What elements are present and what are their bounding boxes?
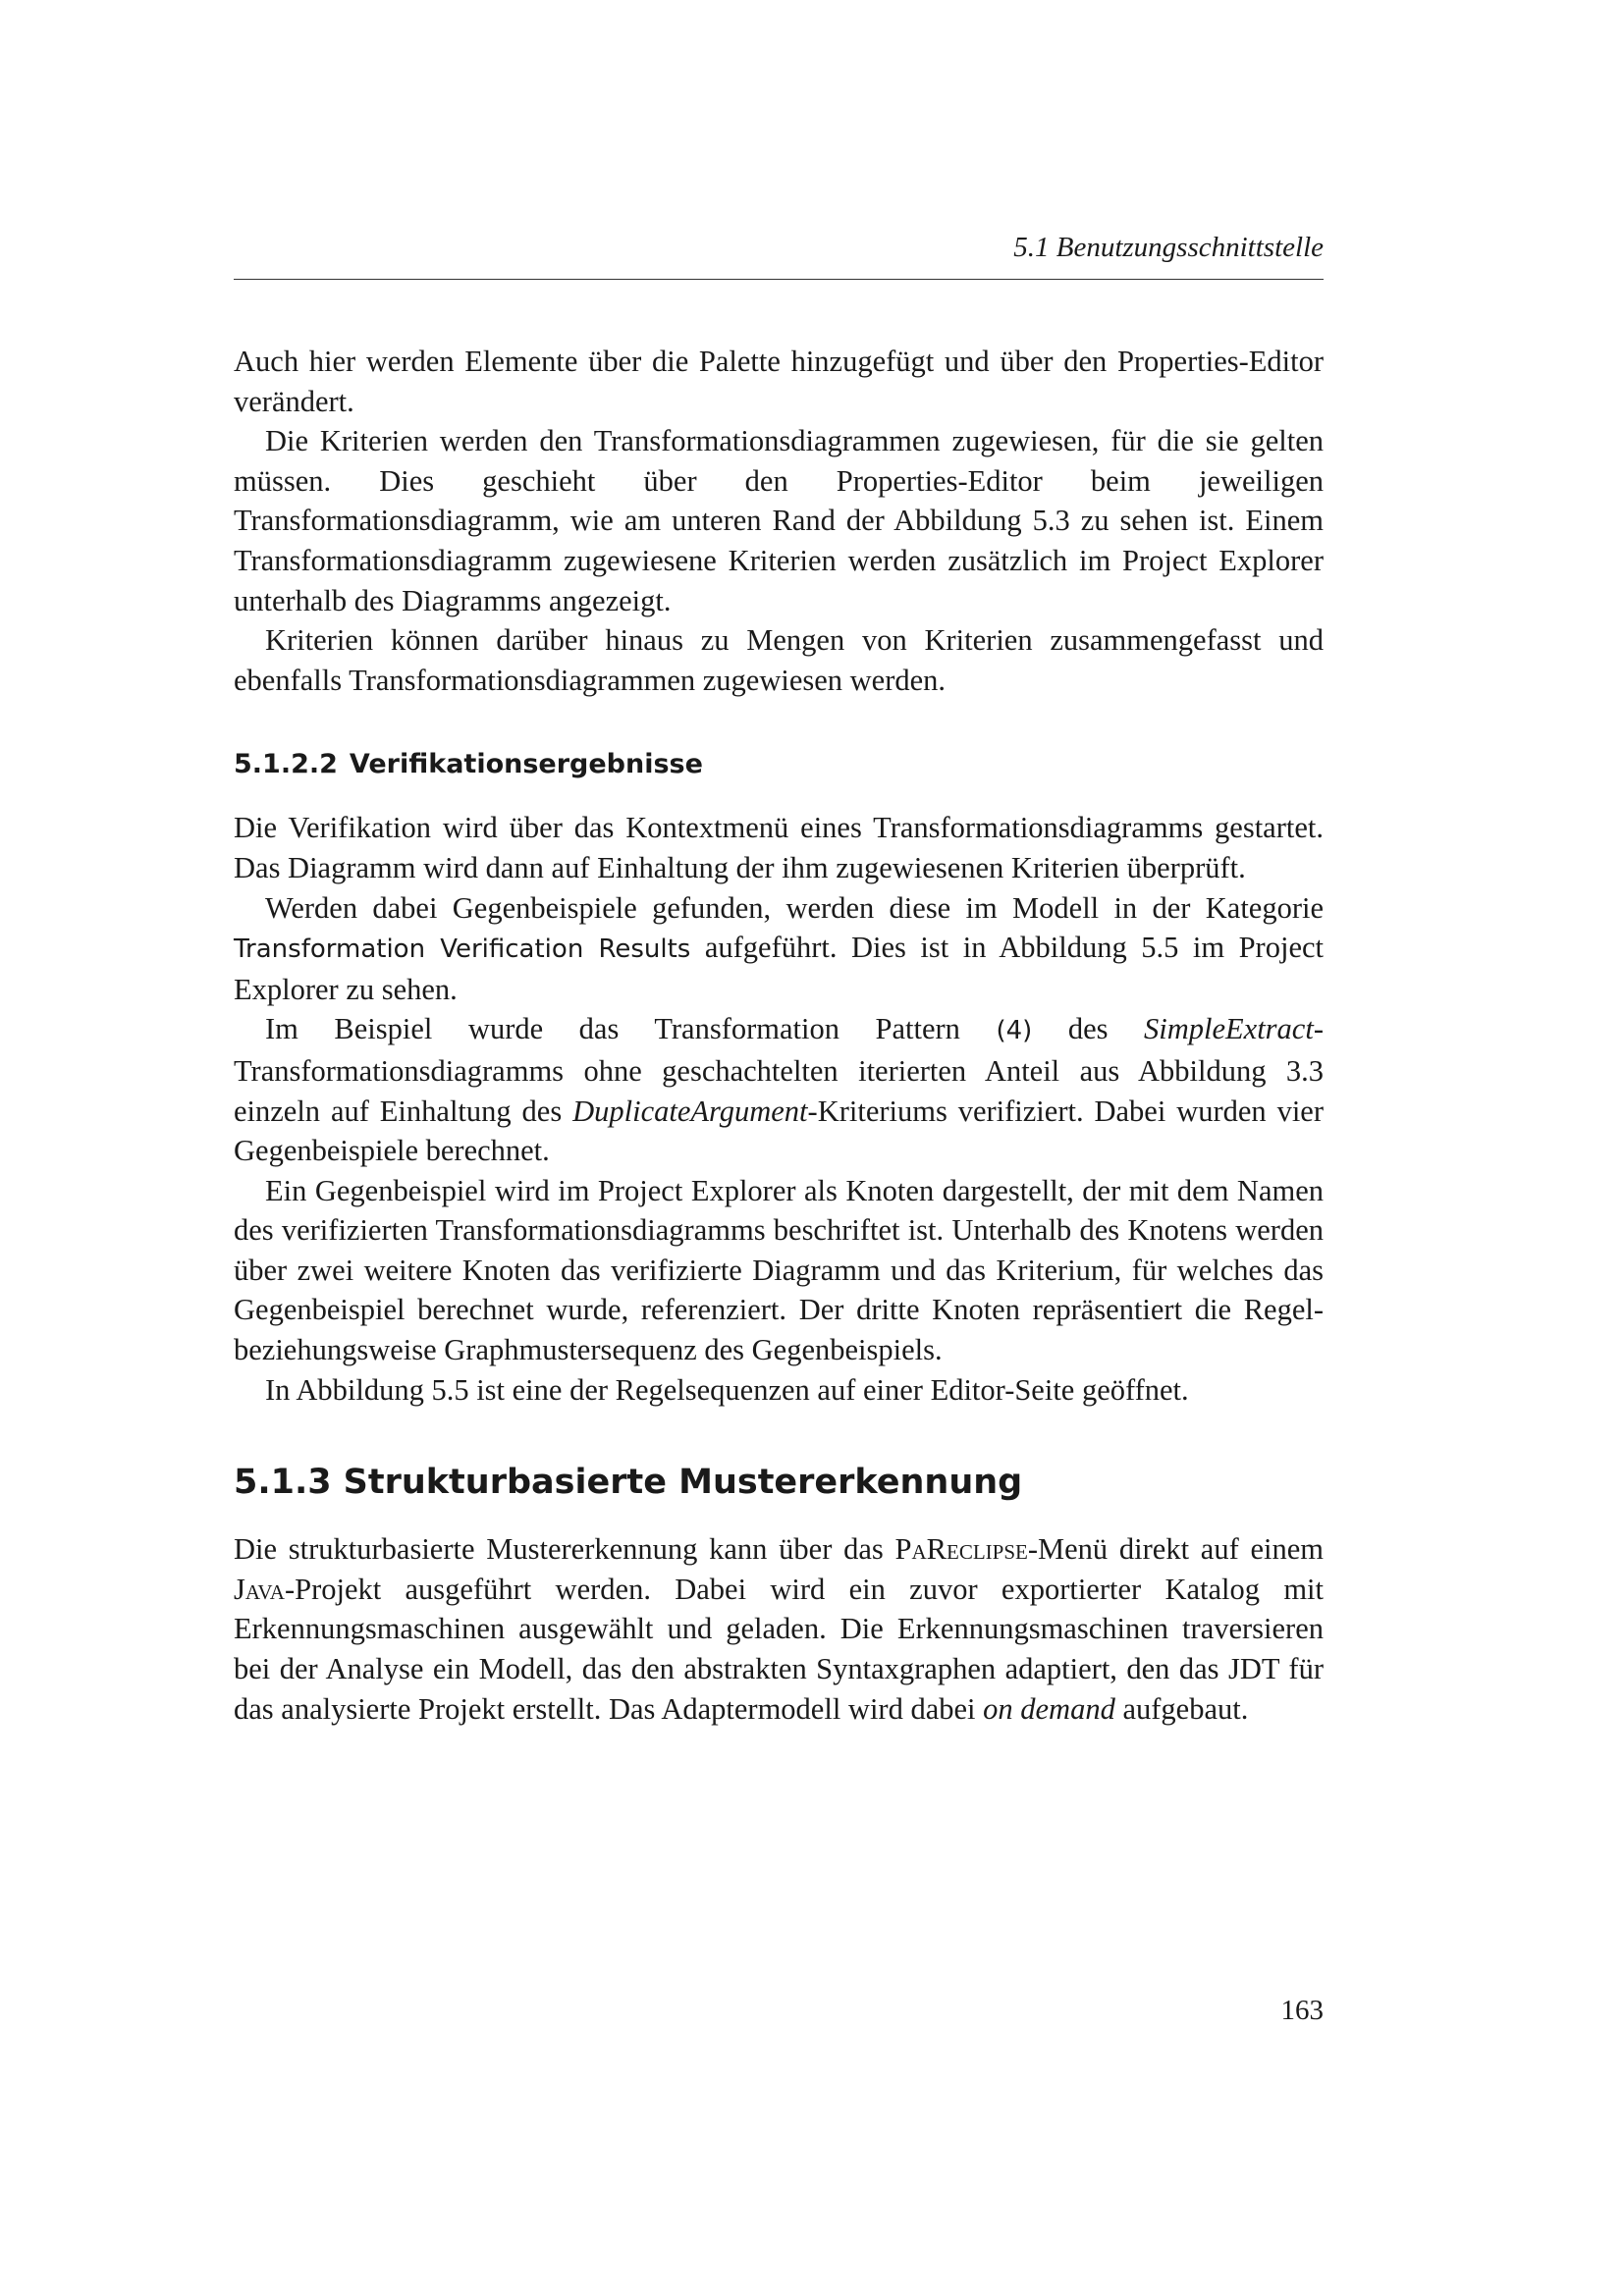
running-header: 5.1 Benutzungsschnittstelle (1013, 232, 1324, 263)
text-run: -Kriteriums verifiziert. Dabei wurden vier Gegenbeispiele berechnet. (234, 1094, 1324, 1168)
pattern-ref: (4) (996, 1016, 1033, 1046)
paragraph-2: Die Kriterien werden den Transformationsdiagrammen zugewiesen, für die sie gelten müssen. Dies geschieht über den Properties-Editor beim jeweiligen Transformationsdiagramm, wie am unteren Rand der Abbildung 5.3 zu sehen ist. Einem Transformationsdiagramm zugewiesene Kriterien werden zusätzlich im Project Explorer unterhalb des Diagramms angezeigt. (234, 424, 1324, 617)
text-run: Werden dabei Gegenbeispiele gefunden, werden diese im Modell in der Kategorie (265, 890, 1324, 925)
text-run: -Transformationsdiagramms ohne geschachtelten iterierten Anteil aus Abbildung 3.3 einzeln auf Einhaltung des (234, 1012, 1324, 1128)
paragraph-5 (234, 888, 1324, 1010)
header-rule (234, 279, 1324, 280)
page-number: 163 (1280, 1995, 1324, 2026)
page (234, 0, 1324, 2296)
paragraph-3: Kriterien können darüber hinaus zu Mengen von Kriterien zusammengefasst und ebenfalls Transformationsdiagrammen zugewiesen werden. (234, 623, 1324, 697)
category-term: Transformation Verification Results (234, 934, 691, 965)
criterion-name: DuplicateArgument (572, 1094, 808, 1128)
paragraph-9 (234, 1529, 1324, 1729)
section-heading-5-1-3 (234, 1461, 1324, 1504)
emphasis: on demand (983, 1691, 1115, 1726)
diagram-name: SimpleExtract (1144, 1012, 1314, 1046)
text-run: des (1032, 1012, 1145, 1046)
section-title: Verifikationsergebnisse (349, 749, 703, 780)
section-heading-5-1-2-2 (234, 747, 1324, 782)
body-text (234, 342, 1324, 1729)
paragraph-8: In Abbildung 5.5 ist eine der Regelsequenzen auf einer Editor-Seite geöffnet. (265, 1372, 1189, 1407)
text-run: aufgeführt. Dies ist in Abbildung 5.5 im Project Explorer zu sehen. (234, 931, 1324, 1006)
paragraph-6 (234, 1009, 1324, 1170)
text-run: aufgebaut. (1114, 1691, 1249, 1726)
paragraph-7: Ein Gegenbeispiel wird im Project Explorer als Knoten dargestellt, der mit dem Namen des verifizierten Transformationsdiagramms beschriftet ist. Unterhalb des Knotens werden über zwei weitere Knoten das verifizierte Diagramm und das Kriterium, für welches das Gegenbeispiel berechnet wurde, referenziert. Der dritte Knoten repräsentiert die Regel- beziehungsweise Graphmustersequenz des Gegenbeispiels. (234, 1173, 1324, 1367)
section-number: 5.1.3 (234, 1463, 332, 1503)
paragraph-4: Die Verifikation wird über das Kontextmenü eines Transformationsdiagramms gestartet. Das Diagramm wird dann auf Einhaltung der ihm zugewiesenen Kriterien überprüft. (234, 811, 1324, 884)
text-run: Im Beispiel wurde das Transformation Pattern (265, 1012, 997, 1046)
section-title: Strukturbasierte Mustererkennung (343, 1463, 1023, 1503)
language-name: Java (234, 1572, 285, 1606)
text-run: -Menü direkt auf einem (1027, 1532, 1325, 1567)
text-run: Die strukturbasierte Mustererkennung kann über das (234, 1532, 895, 1567)
section-number: 5.1.2.2 (234, 749, 338, 780)
paragraph-1: Auch hier werden Elemente über die Palette hinzugefügt und über den Properties-Editor verändert. (234, 345, 1324, 418)
tool-name: PaReclipse (894, 1532, 1028, 1567)
text-run: -Projekt ausgeführt werden. Dabei wird ein zuvor exportierter Katalog mit Erkennungsmaschinen ausgewählt und geladen. Die Erkennungsmaschinen traversieren bei der Analyse ein Modell, das den abstrakten Syntaxgraphen adaptiert, den das JDT für das analysierte Projekt erstellt. Das Adaptermodell wird dabei (234, 1572, 1324, 1726)
